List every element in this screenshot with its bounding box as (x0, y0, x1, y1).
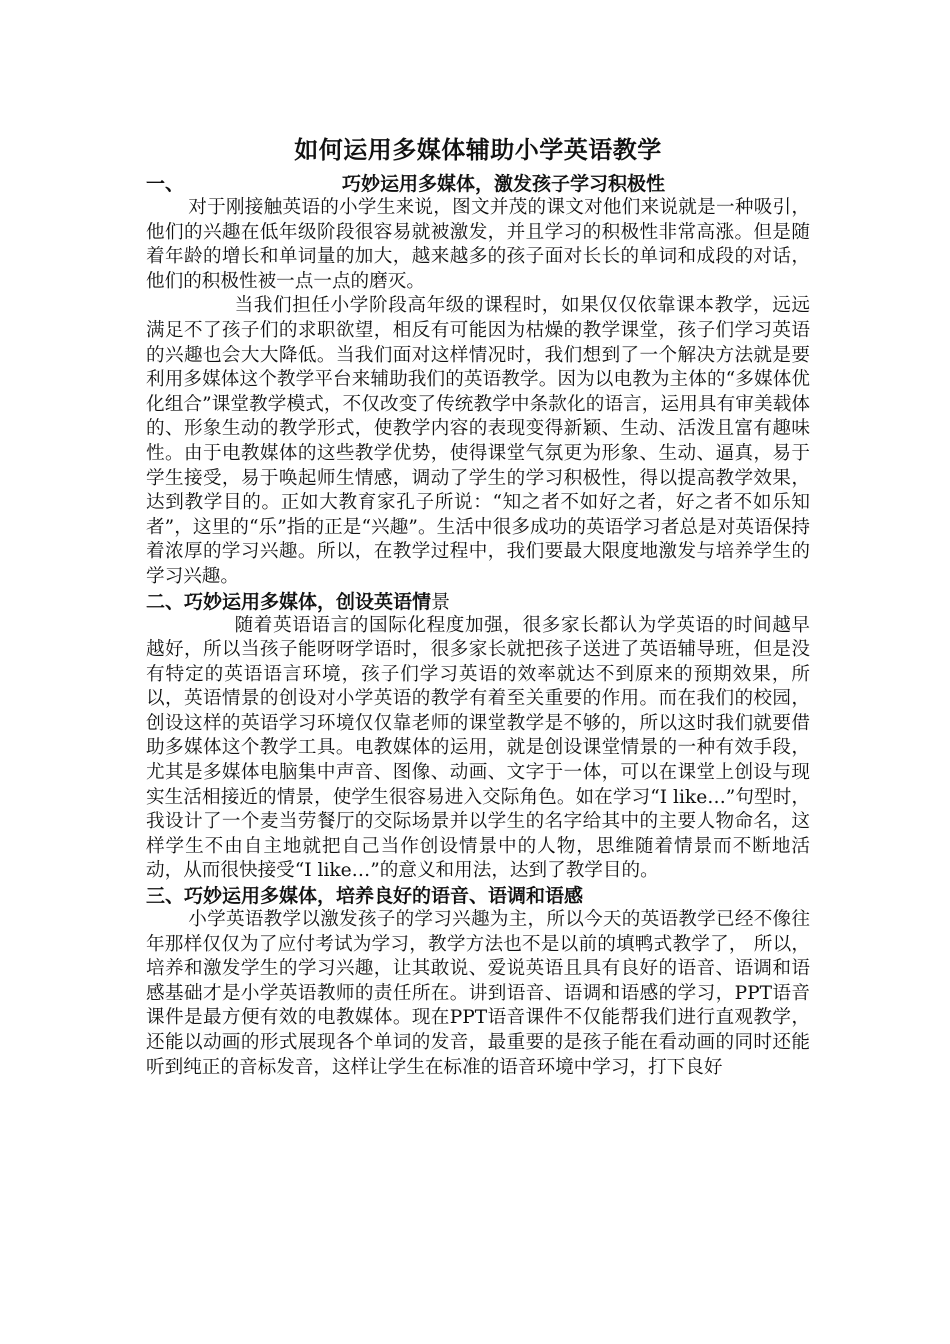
section-heading-tail: 景 (431, 590, 451, 613)
paragraph (146, 294, 810, 589)
section-heading-text: 巧妙运用多媒体，激发孩子学习积极性 (342, 173, 666, 195)
section-heading-3 (146, 884, 810, 908)
paragraph (146, 196, 810, 294)
paragraph-text: 小学英语教学以激发孩子的学习兴趣为主，所以今天的英语教学已经不像往年那样仅仅为了应付考试为学习，教学方法也不是以前的填鸭式教学了， 所以，培养和激发学生的学习兴趣，让其敢说、爱说英语且具有良好的语音、语调和语感基础才是小学英语教师的责任所在。讲到语音、语调和语感的学习，PPT语音课件是最方便有效的电教媒体。现在PPT语音课件不仅能帮我们进行直观教学，还能以动画的形式展现各个单词的发音，最重要的是孩子能在看动画的同时还能听到纯正的音标发音，这样让学生在标准的语音环境中学习，打下良好 (146, 909, 810, 1078)
section-number: 一、 (146, 173, 185, 195)
section-heading-1 (146, 172, 810, 196)
section-heading-text: 巧妙运用多媒体，培养良好的语音、语调和语感 (184, 885, 584, 908)
section-heading-text: 巧妙运用多媒体，创设英语情 (184, 590, 432, 613)
paragraph-text: 当我们担任小学阶段高年级的课程时，如果仅仅依靠课本教学，远远满足不了孩子们的求职欲望，相反有可能因为枯燥的教学课堂，孩子们学习英语的兴趣也会大大降低。当我们面对这样情况时，我们想到了一个解决方法就是要利用多媒体这个教学平台来辅助我们的英语教学。因为以电教为主体的“多媒体优化组合”课堂教学模式，不仅改变了传统教学中条款化的语言，运用具有审美载体的、形象生动的教学形式，使教学内容的表现变得新颖、生动、活泼且富有趣味性。由于电教媒体的这些教学优势，使得课堂气氛更为形象、生动、逼真，易于学生接受，易于唤起师生情感，调动了学生的学习积极性，得以提高教学效果，达到教学目的。正如大教育家孔子所说：“知之者不如好之者，好之者不如乐知者”，这里的“乐”指的正是“兴趣”。生活中很多成功的英语学习者总是对英语保持着浓厚的学习兴趣。所以，在教学过程中，我们要最大限度地激发与培养学生的学习兴趣。 (146, 295, 810, 587)
document-body (146, 132, 810, 1080)
document-title: 如何运用多媒体辅助小学英语教学 (294, 136, 662, 164)
paragraph (146, 908, 810, 1080)
section-number: 二、 (146, 590, 185, 613)
section-heading-2 (146, 590, 810, 614)
paragraph-text: 对于刚接触英语的小学生来说，图文并茂的课文对他们来说就是一种吸引，他们的兴趣在低年级阶段很容易就被激发，并且学习的积极性非常高涨。但是随着年龄的增长和单词量的加大，越来越多的孩子面对长长的单词和成段的对话，他们的积极性被一点一点的磨灭。 (146, 197, 810, 292)
paragraph (146, 614, 810, 885)
paragraph-text: 随着英语语言的国际化程度加强，很多家长都认为学英语的时间越早越好，所以当孩子能呀呀学语时，很多家长就把孩子送进了英语辅导班，但是没有特定的英语语言环境，孩子们学习英语的效率就达不到原来的预期效果，所以，英语情景的创设对小学英语的教学有着至关重要的作用。而在我们的校园，创设这样的英语学习环境仅仅靠老师的课堂教学是不够的，所以这时我们就要借助多媒体这个教学工具。电教媒体的运用，就是创设课堂情景的一种有效手段，尤其是多媒体电脑集中声音、图像、动画、文字于一体，可以在课堂上创设与现实生活相接近的情景，使学生很容易进入交际角色。如在学习“I like…”句型时，我设计了一个麦当劳餐厅的交际场景并以学生的名字给其中的主要人物命名，这样学生不由自主地就把自己当作创设情景中的人物，思维随着情景而不断地活动，从而很快接受“I like…”的意义和用法，达到了教学目的。 (146, 614, 810, 882)
section-number: 三、 (146, 885, 185, 908)
